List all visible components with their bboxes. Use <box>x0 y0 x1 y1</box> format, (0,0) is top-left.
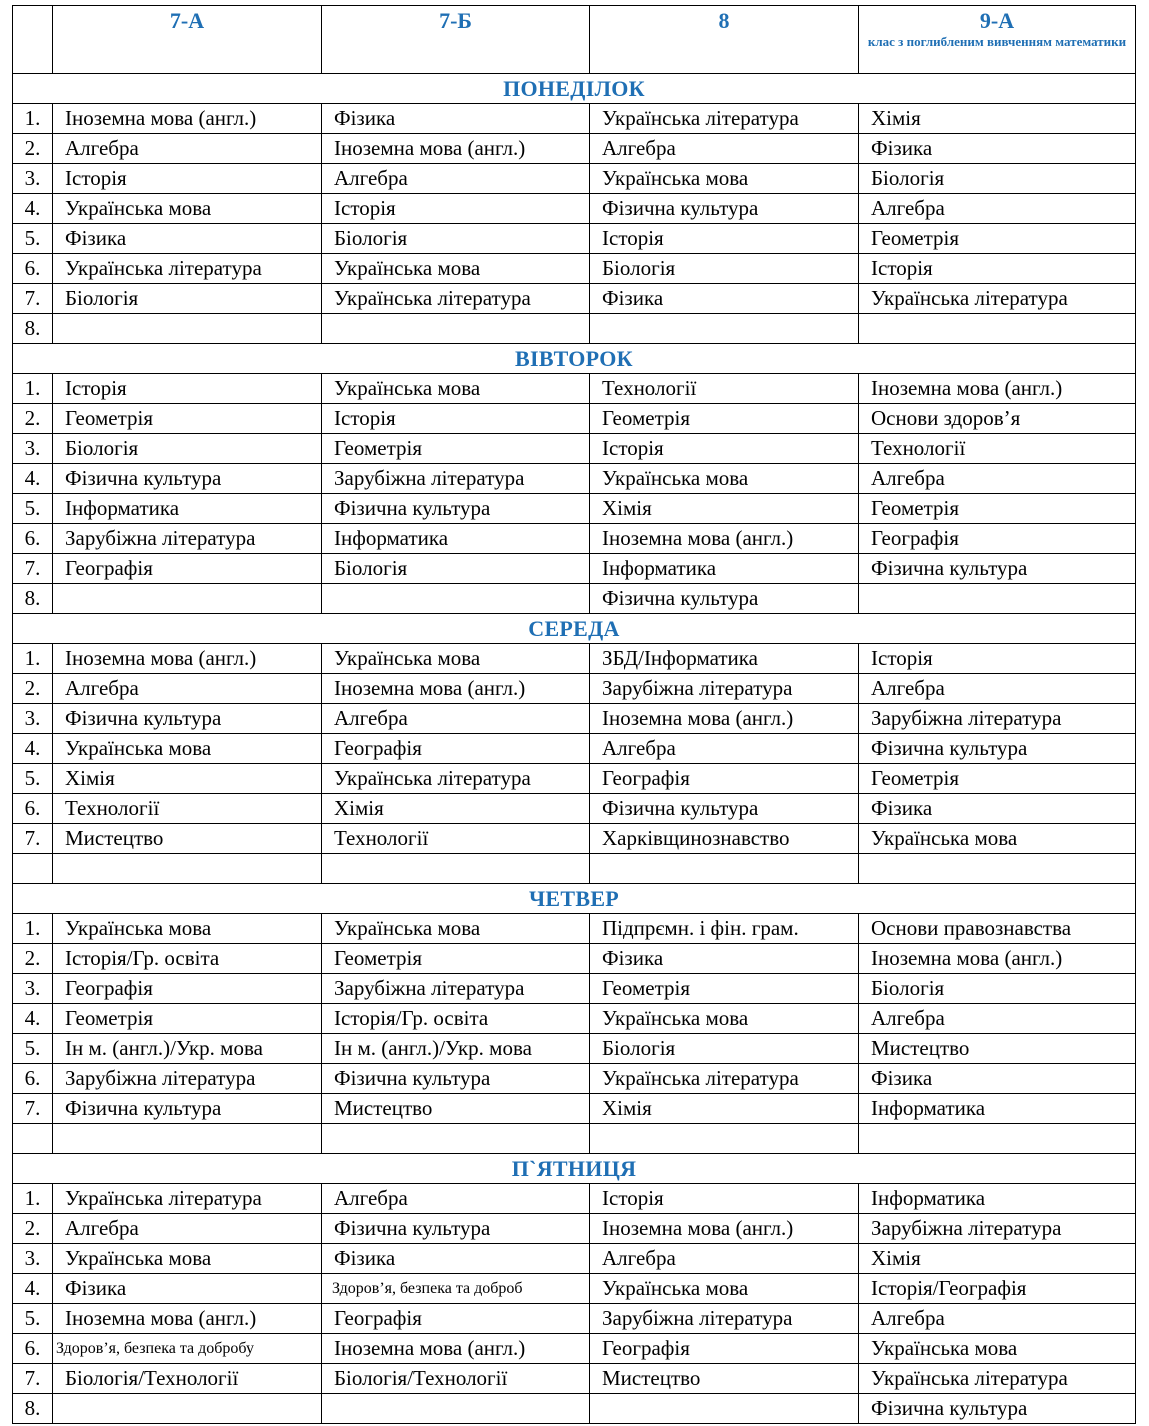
lesson-number: 2. <box>13 404 53 434</box>
subject-cell <box>53 1124 322 1154</box>
subject-cell <box>859 584 1136 614</box>
subject-cell: Українська мова <box>859 824 1136 854</box>
subject-cell: Хімія <box>590 494 859 524</box>
subject-cell: Алгебра <box>322 704 590 734</box>
lesson-number: 4. <box>13 1004 53 1034</box>
subject-cell: Історія/Гр. освіта <box>322 1004 590 1034</box>
lesson-row <box>13 134 1136 164</box>
lesson-number: 1. <box>13 1184 53 1214</box>
lesson-row <box>13 1334 1136 1364</box>
day-title: ЧЕТВЕР <box>13 884 1136 914</box>
class-note: клас з поглибленим вивченням математики <box>867 34 1127 49</box>
lesson-row <box>13 584 1136 614</box>
lesson-row <box>13 644 1136 674</box>
subject-cell: Біологія <box>53 434 322 464</box>
class-header <box>859 6 1136 74</box>
class-header <box>322 6 590 74</box>
subject-cell: Фізика <box>53 1274 322 1304</box>
lesson-number: 5. <box>13 764 53 794</box>
subject-cell: Фізична культура <box>53 464 322 494</box>
lesson-row <box>13 944 1136 974</box>
subject-cell <box>322 584 590 614</box>
subject-cell: Алгебра <box>322 164 590 194</box>
subject-cell: Алгебра <box>322 1184 590 1214</box>
lesson-number: 7. <box>13 824 53 854</box>
lesson-number: 8. <box>13 584 53 614</box>
subject-cell: Історія <box>859 644 1136 674</box>
subject-cell: Основи правознавства <box>859 914 1136 944</box>
lesson-row <box>13 434 1136 464</box>
subject-cell: Географія <box>322 1304 590 1334</box>
subject-cell: Українська література <box>859 284 1136 314</box>
subject-cell: Мистецтво <box>322 1094 590 1124</box>
lesson-number: 4. <box>13 734 53 764</box>
day-row <box>13 614 1136 644</box>
subject-cell <box>859 854 1136 884</box>
subject-cell: Українська література <box>859 1364 1136 1394</box>
subject-cell: Іноземна мова (англ.) <box>53 104 322 134</box>
subject-cell: Хімія <box>322 794 590 824</box>
subject-cell: Історія <box>53 374 322 404</box>
subject-cell: Географія <box>859 524 1136 554</box>
lesson-row <box>13 314 1136 344</box>
class-name: 9-А <box>979 8 1015 33</box>
subject-cell <box>590 314 859 344</box>
lesson-number <box>13 854 53 884</box>
lesson-row <box>13 704 1136 734</box>
subject-cell: Географія <box>590 764 859 794</box>
subject-cell: Фізика <box>322 1244 590 1274</box>
subject-cell: Українська мова <box>322 374 590 404</box>
subject-cell: Зарубіжна література <box>590 674 859 704</box>
lesson-row <box>13 1364 1136 1394</box>
subject-cell <box>590 854 859 884</box>
lesson-row <box>13 764 1136 794</box>
subject-cell: Технології <box>859 434 1136 464</box>
subject-cell <box>53 314 322 344</box>
lesson-row <box>13 104 1136 134</box>
day-title: П`ЯТНИЦЯ <box>13 1154 1136 1184</box>
lesson-number: 7. <box>13 554 53 584</box>
lesson-row <box>13 464 1136 494</box>
lesson-number: 2. <box>13 944 53 974</box>
lesson-row <box>13 284 1136 314</box>
subject-cell: Біологія <box>859 164 1136 194</box>
subject-cell: Фізика <box>322 104 590 134</box>
lesson-number: 6. <box>13 1064 53 1094</box>
subject-cell: Фізика <box>859 1064 1136 1094</box>
day-title: ВІВТОРОК <box>13 344 1136 374</box>
subject-cell: Українська мова <box>322 644 590 674</box>
subject-cell: Мистецтво <box>859 1034 1136 1064</box>
subject-cell: Українська мова <box>53 914 322 944</box>
lesson-number <box>13 1124 53 1154</box>
lesson-row <box>13 404 1136 434</box>
subject-cell: Іноземна мова (англ.) <box>322 674 590 704</box>
lesson-number: 1. <box>13 374 53 404</box>
lesson-number: 3. <box>13 704 53 734</box>
subject-cell: Технології <box>53 794 322 824</box>
subject-cell: Біологія <box>322 224 590 254</box>
subject-cell: Хімія <box>590 1094 859 1124</box>
lesson-number: 2. <box>13 134 53 164</box>
subject-cell: Фізична культура <box>322 494 590 524</box>
lesson-row <box>13 1244 1136 1274</box>
subject-cell: Фізична культура <box>322 1214 590 1244</box>
subject-cell: Біологія <box>590 254 859 284</box>
subject-cell: Зарубіжна література <box>322 464 590 494</box>
subject-cell: Фізика <box>859 794 1136 824</box>
lesson-row <box>13 524 1136 554</box>
subject-cell: Фізична культура <box>590 794 859 824</box>
corner-cell <box>13 6 53 74</box>
lesson-number: 8. <box>13 314 53 344</box>
subject-cell: Підпрємн. і фін. грам. <box>590 914 859 944</box>
subject-cell: Зарубіжна література <box>322 974 590 1004</box>
class-header <box>590 6 859 74</box>
subject-cell: Біологія <box>590 1034 859 1064</box>
subject-cell: Алгебра <box>859 464 1136 494</box>
subject-cell: Алгебра <box>859 1004 1136 1034</box>
lesson-number: 6. <box>13 524 53 554</box>
day-row <box>13 344 1136 374</box>
subject-cell: Історія <box>590 1184 859 1214</box>
lesson-row <box>13 1304 1136 1334</box>
subject-cell: Технології <box>322 824 590 854</box>
subject-cell: Українська мова <box>53 1244 322 1274</box>
subject-cell <box>53 854 322 884</box>
lesson-row <box>13 1184 1136 1214</box>
subject-cell: Українська література <box>322 284 590 314</box>
header-row <box>13 6 1136 74</box>
subject-cell <box>322 314 590 344</box>
subject-cell: Алгебра <box>859 674 1136 704</box>
lesson-number: 6. <box>13 1334 53 1364</box>
subject-cell: Алгебра <box>53 134 322 164</box>
lesson-row <box>13 1214 1136 1244</box>
lesson-number: 5. <box>13 1304 53 1334</box>
subject-cell <box>322 1124 590 1154</box>
subject-cell: Здоров’я, безпека та добробу <box>53 1334 322 1364</box>
lesson-number: 3. <box>13 434 53 464</box>
lesson-row <box>13 164 1136 194</box>
lesson-number: 3. <box>13 1244 53 1274</box>
subject-cell: Геометрія <box>859 764 1136 794</box>
lesson-number: 8. <box>13 1394 53 1424</box>
lesson-row <box>13 494 1136 524</box>
lesson-number: 4. <box>13 194 53 224</box>
day-title: СЕРЕДА <box>13 614 1136 644</box>
subject-cell: Зарубіжна література <box>53 524 322 554</box>
subject-cell: Хімія <box>859 104 1136 134</box>
lesson-number: 7. <box>13 1364 53 1394</box>
subject-cell: Українська мова <box>590 1274 859 1304</box>
subject-cell: Українська мова <box>322 914 590 944</box>
subject-cell: Українська література <box>590 104 859 134</box>
subject-cell: Біологія <box>859 974 1136 1004</box>
subject-cell: Хімія <box>859 1244 1136 1274</box>
subject-cell: Мистецтво <box>590 1364 859 1394</box>
subject-cell: Українська література <box>53 1184 322 1214</box>
lesson-row <box>13 794 1136 824</box>
lesson-row <box>13 1274 1136 1304</box>
lesson-number: 3. <box>13 974 53 1004</box>
subject-cell: Геометрія <box>590 974 859 1004</box>
subject-cell: Українська мова <box>590 1004 859 1034</box>
subject-cell: Біологія <box>322 554 590 584</box>
subject-cell: Іноземна мова (англ.) <box>590 524 859 554</box>
subject-cell: Іноземна мова (англ.) <box>53 1304 322 1334</box>
subject-cell: Фізична культура <box>322 1064 590 1094</box>
subject-cell: Історія <box>590 434 859 464</box>
subject-cell: Біологія/Технології <box>53 1364 322 1394</box>
subject-cell: Історія <box>53 164 322 194</box>
subject-cell: Історія <box>859 254 1136 284</box>
subject-cell: Фізика <box>53 224 322 254</box>
subject-cell: Українська мова <box>53 734 322 764</box>
lesson-row <box>13 824 1136 854</box>
lesson-number: 7. <box>13 284 53 314</box>
subject-cell: Українська мова <box>590 164 859 194</box>
subject-cell: Біологія/Технології <box>322 1364 590 1394</box>
lesson-row <box>13 194 1136 224</box>
subject-cell <box>53 584 322 614</box>
subject-cell: Фізична культура <box>859 554 1136 584</box>
lesson-number: 4. <box>13 1274 53 1304</box>
subject-cell: Алгебра <box>53 674 322 704</box>
lesson-row <box>13 254 1136 284</box>
subject-cell: Інформатика <box>53 494 322 524</box>
subject-cell: Фізика <box>859 134 1136 164</box>
subject-cell: Алгебра <box>53 1214 322 1244</box>
subject-cell: Зарубіжна література <box>590 1304 859 1334</box>
subject-cell: Українська мова <box>322 254 590 284</box>
subject-cell <box>322 1394 590 1424</box>
subject-cell: Українська мова <box>859 1334 1136 1364</box>
subject-cell: Інформатика <box>590 554 859 584</box>
lesson-number: 1. <box>13 644 53 674</box>
lesson-row <box>13 734 1136 764</box>
subject-cell: Інформатика <box>859 1184 1136 1214</box>
day-title: ПОНЕДІЛОК <box>13 74 1136 104</box>
lesson-number: 2. <box>13 674 53 704</box>
subject-cell: Іноземна мова (англ.) <box>590 1214 859 1244</box>
lesson-number: 5. <box>13 1034 53 1064</box>
subject-cell: Ін м. (англ.)/Укр. мова <box>322 1034 590 1064</box>
lesson-row <box>13 1064 1136 1094</box>
subject-cell: Зарубіжна література <box>859 704 1136 734</box>
lesson-number: 6. <box>13 794 53 824</box>
lesson-number: 2. <box>13 1214 53 1244</box>
subject-cell <box>590 1124 859 1154</box>
lesson-row <box>13 854 1136 884</box>
subject-cell: Геометрія <box>322 434 590 464</box>
lesson-row <box>13 674 1136 704</box>
subject-cell: Фізична культура <box>859 1394 1136 1424</box>
subject-cell: Історія <box>322 194 590 224</box>
subject-cell: Зарубіжна література <box>53 1064 322 1094</box>
subject-cell: Хімія <box>53 764 322 794</box>
subject-cell: Фізика <box>590 284 859 314</box>
subject-cell: Географія <box>53 554 322 584</box>
lesson-number: 4. <box>13 464 53 494</box>
subject-cell: Харківщинознавство <box>590 824 859 854</box>
subject-cell: Геометрія <box>322 944 590 974</box>
subject-cell: Інформатика <box>322 524 590 554</box>
lesson-row <box>13 1094 1136 1124</box>
subject-cell: Українська мова <box>590 464 859 494</box>
subject-cell <box>590 1394 859 1424</box>
subject-cell: Іноземна мова (англ.) <box>53 644 322 674</box>
class-name: 7-Б <box>439 8 472 33</box>
subject-cell: Здоров’я, безпека та доброб <box>322 1274 590 1304</box>
subject-cell: Інформатика <box>859 1094 1136 1124</box>
subject-cell: Історія/Географія <box>859 1274 1136 1304</box>
lesson-row <box>13 1394 1136 1424</box>
subject-cell: Іноземна мова (англ.) <box>859 944 1136 974</box>
subject-cell: Фізична культура <box>590 194 859 224</box>
subject-cell <box>322 854 590 884</box>
subject-cell: Зарубіжна література <box>859 1214 1136 1244</box>
lesson-row <box>13 974 1136 1004</box>
subject-cell: Іноземна мова (англ.) <box>322 1334 590 1364</box>
subject-cell: Історія <box>590 224 859 254</box>
subject-cell: Геометрія <box>53 1004 322 1034</box>
subject-cell: ЗБД/Інформатика <box>590 644 859 674</box>
lesson-number: 7. <box>13 1094 53 1124</box>
subject-cell: Українська література <box>322 764 590 794</box>
subject-cell <box>859 314 1136 344</box>
subject-cell: Геометрія <box>859 224 1136 254</box>
day-row <box>13 74 1136 104</box>
class-header <box>53 6 322 74</box>
subject-cell: Ін м. (англ.)/Укр. мова <box>53 1034 322 1064</box>
lesson-row <box>13 1034 1136 1064</box>
subject-cell: Алгебра <box>859 194 1136 224</box>
subject-cell: Геометрія <box>859 494 1136 524</box>
subject-cell: Українська література <box>53 254 322 284</box>
lesson-row <box>13 374 1136 404</box>
subject-cell: Алгебра <box>859 1304 1136 1334</box>
lesson-number: 5. <box>13 494 53 524</box>
subject-cell: Іноземна мова (англ.) <box>590 704 859 734</box>
day-row <box>13 884 1136 914</box>
subject-cell: Геометрія <box>590 404 859 434</box>
subject-cell: Фізична культура <box>590 584 859 614</box>
subject-cell: Географія <box>53 974 322 1004</box>
subject-cell: Алгебра <box>590 134 859 164</box>
subject-cell: Фізична культура <box>53 1094 322 1124</box>
subject-cell <box>859 1124 1136 1154</box>
subject-cell: Мистецтво <box>53 824 322 854</box>
schedule-table <box>12 5 1136 1424</box>
subject-cell <box>53 1394 322 1424</box>
subject-cell: Алгебра <box>590 1244 859 1274</box>
subject-cell: Технології <box>590 374 859 404</box>
class-name: 7-А <box>169 8 205 33</box>
subject-cell: Біологія <box>53 284 322 314</box>
subject-cell: Алгебра <box>590 734 859 764</box>
subject-cell: Історія <box>322 404 590 434</box>
subject-cell: Іноземна мова (англ.) <box>322 134 590 164</box>
class-name: 8 <box>718 8 730 33</box>
lesson-row <box>13 224 1136 254</box>
subject-cell: Геометрія <box>53 404 322 434</box>
subject-cell: Іноземна мова (англ.) <box>859 374 1136 404</box>
subject-cell: Українська мова <box>53 194 322 224</box>
subject-cell: Фізична культура <box>53 704 322 734</box>
lesson-row <box>13 914 1136 944</box>
lesson-number: 5. <box>13 224 53 254</box>
lesson-row <box>13 554 1136 584</box>
subject-cell: Географія <box>590 1334 859 1364</box>
subject-cell: Історія/Гр. освіта <box>53 944 322 974</box>
subject-cell: Фізика <box>590 944 859 974</box>
lesson-number: 3. <box>13 164 53 194</box>
subject-cell: Фізична культура <box>859 734 1136 764</box>
day-row <box>13 1154 1136 1184</box>
subject-cell: Географія <box>322 734 590 764</box>
lesson-number: 6. <box>13 254 53 284</box>
subject-cell: Основи здоров’я <box>859 404 1136 434</box>
lesson-row <box>13 1124 1136 1154</box>
lesson-number: 1. <box>13 914 53 944</box>
subject-cell: Українська література <box>590 1064 859 1094</box>
lesson-row <box>13 1004 1136 1034</box>
lesson-number: 1. <box>13 104 53 134</box>
